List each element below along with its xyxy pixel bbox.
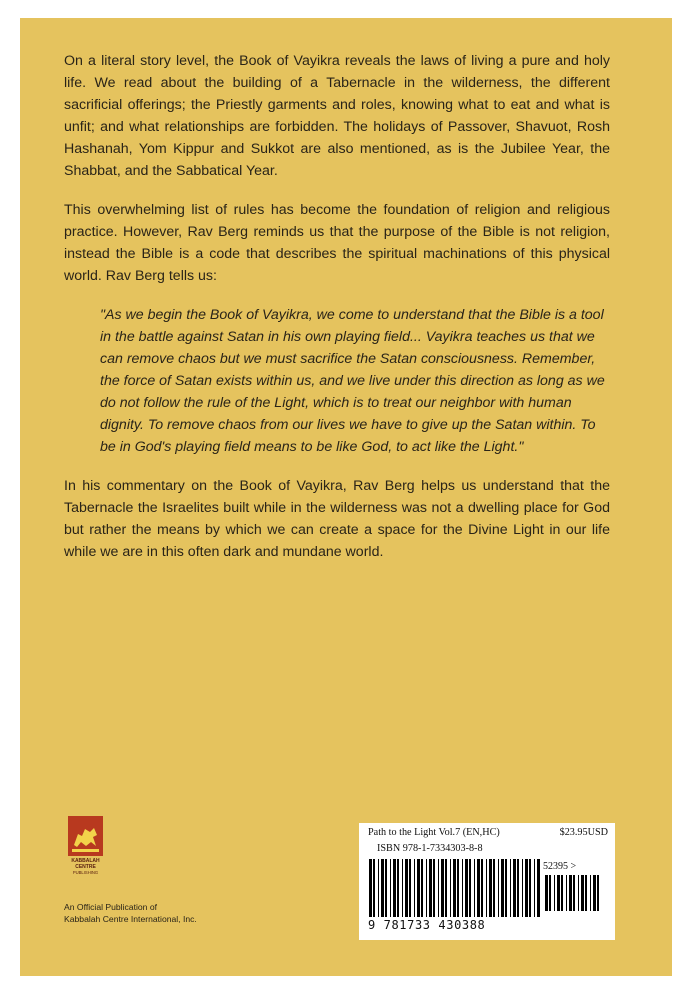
barcode-bar <box>585 875 587 911</box>
paragraph-commentary: In his commentary on the Book of Vayikra, Rav Berg helps us understand that the Tabernacle the Israelites built while in the wilderness was not a dwelling place for God but rather the means by which we can create a space for the Divine Light in our life while we are in this often dark and mundane world. <box>64 478 610 560</box>
barcode-bar <box>554 875 555 911</box>
barcode-bar <box>593 875 596 911</box>
barcode-bar <box>525 859 528 917</box>
barcode-bar <box>566 875 567 911</box>
barcode-bar <box>433 859 435 917</box>
barcode-bar <box>393 859 396 917</box>
barcode-bar <box>557 875 560 911</box>
barcode-bar <box>373 859 375 917</box>
logo-text-publishing: PUBLISHING <box>72 870 99 875</box>
barcode-bar <box>517 859 519 917</box>
barcode-bar <box>477 859 480 917</box>
barcode-bar <box>421 859 423 917</box>
barcode-bar <box>390 859 391 917</box>
publisher-line-1: An Official Publication of <box>64 902 157 912</box>
barcode-bar <box>417 859 420 917</box>
rav-berg-quote: "As we begin the Book of Vayikra, we come to understand that the Bible is a tool in the battle against Satan in his own playing field... Vayikra teaches us that we can remove chaos but we must sacrifice the Satan consciousness. Remember, the force of Satan exists within us, and we live under this direction as long as we do not follow the rule of the Light, which is to treat our neighbor with human dignity. To remove chaos from our lives we have to give up the Satan within. To be in God's playing field means to be like God, to act like the Light." <box>100 307 605 455</box>
barcode-bar <box>369 859 372 917</box>
logo-text-kabbalah: KABBALAH <box>71 858 100 864</box>
paragraph-intro: On a literal story level, the Book of Vayikra reveals the laws of living a pure and holy life. We read about the building of a Tabernacle in the wilderness, the different sacrificial offerings; the Priestly garments and roles, knowing what to eat and what is unfit; and what relationships are forbidden. The holidays of Passover, Shavuot, Rosh Hashanah, Yom Kippur and Sukkot are also mentioned, as is the Jubilee Year, the Shabbat, and the Sabbatical Year. <box>64 53 610 179</box>
barcode-digits: 9 781733 430388 <box>368 918 486 932</box>
barcode-bar <box>378 859 379 917</box>
barcode-bar <box>489 859 492 917</box>
publisher-line-2: Kabbalah Centre International, Inc. <box>64 914 197 924</box>
barcode-bar <box>534 859 535 917</box>
paragraph-rules: This overwhelming list of rules has become the foundation of religion and religious practice. However, Rav Berg reminds us that the purpose of the Bible is not religion, instead the Bible is a code that describes the spiritual machinations of this physical world. Rav Berg tells us: <box>64 202 610 284</box>
barcode-bar <box>426 859 427 917</box>
logo-emblem-base <box>72 849 99 852</box>
barcode-bar <box>462 859 463 917</box>
ean-barcode <box>367 859 543 917</box>
barcode-bar <box>501 859 504 917</box>
cover-text-block <box>64 50 610 580</box>
barcode-bar <box>513 859 516 917</box>
logo-text-centre: CENTRE <box>75 864 96 870</box>
addon-barcode <box>543 875 605 911</box>
barcode-bar <box>457 859 459 917</box>
barcode-bar <box>522 859 523 917</box>
barcode-bar <box>549 875 551 911</box>
barcode-bar <box>445 859 447 917</box>
barcode-bar <box>414 859 415 917</box>
barcode-bar <box>402 859 403 917</box>
barcode-bar <box>510 859 511 917</box>
barcode-bar <box>498 859 499 917</box>
barcode-header <box>368 827 608 838</box>
barcode-bar <box>397 859 399 917</box>
barcode-bar <box>578 875 579 911</box>
barcode-bar <box>474 859 475 917</box>
barcode-bar <box>505 859 507 917</box>
kabbalah-centre-logo <box>67 815 104 875</box>
barcode-bar <box>573 875 575 911</box>
barcode-bar <box>545 875 548 911</box>
barcode-bar <box>429 859 432 917</box>
barcode-bar <box>450 859 451 917</box>
barcode-bar <box>453 859 456 917</box>
barcode-bar <box>597 875 599 911</box>
barcode-label <box>359 823 615 940</box>
book-price: $23.95USD <box>559 827 608 838</box>
price-code: 52395 > <box>543 861 577 872</box>
barcode-bar <box>486 859 487 917</box>
barcode-bar <box>569 875 572 911</box>
barcode-bar <box>590 875 591 911</box>
barcode-bar <box>469 859 471 917</box>
isbn-number: ISBN 978-1-7334303-8-8 <box>377 843 483 854</box>
barcode-bar <box>493 859 495 917</box>
barcode-bar <box>441 859 444 917</box>
barcode-bar <box>385 859 387 917</box>
publisher-credit <box>64 901 197 925</box>
barcode-bar <box>537 859 540 917</box>
barcode-bar <box>409 859 411 917</box>
barcode-bar <box>529 859 531 917</box>
barcode-bar <box>465 859 468 917</box>
barcode-bar <box>481 859 483 917</box>
barcode-bar <box>581 875 584 911</box>
barcode-bar <box>381 859 384 917</box>
barcode-bar <box>405 859 408 917</box>
barcode-bar <box>438 859 439 917</box>
book-title: Path to the Light Vol.7 (EN,HC) <box>368 827 500 838</box>
barcode-bar <box>561 875 563 911</box>
